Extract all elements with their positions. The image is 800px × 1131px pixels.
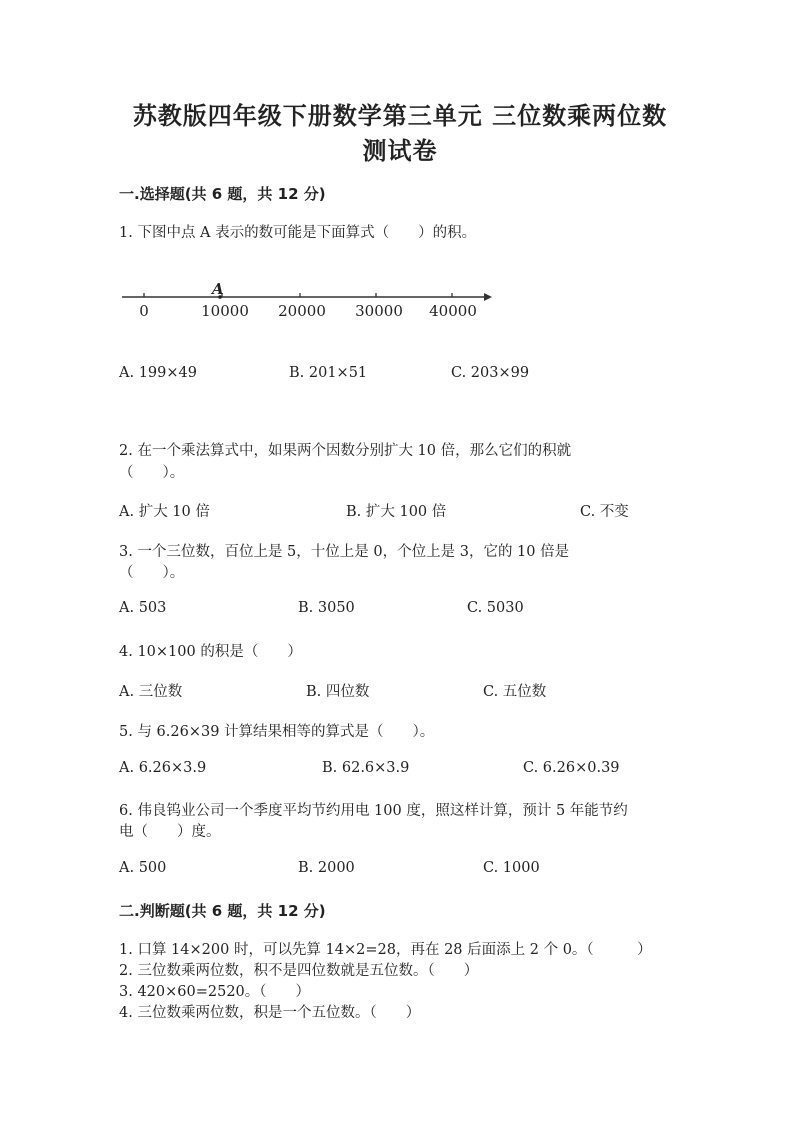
q5-option-c: C. 6.26×0.39 [523,760,620,776]
section-heading-judge: 二.判断题(共 6 题，共 12 分) [119,902,326,920]
question-4-stem: 4. 10×100 的积是（ ） [119,644,302,660]
question-2-stem-cont: （ ）。 [119,465,185,481]
q4-option-c: C. 五位数 [483,684,547,700]
q6-option-a: A. 500 [119,860,167,876]
q3-option-a: A. 503 [119,600,167,616]
judge-item: 3. 420×60=2520。（ ） [119,984,311,1000]
number-line-arrow [484,293,492,301]
question-6-stem: 6. 伟良钨业公司一个季度平均节约用电 100 度，照这样计算，预计 5 年能节约 [119,803,628,819]
question-3-stem-cont: （ ）。 [119,565,185,581]
q6-option-b: B. 2000 [298,860,355,876]
section-heading-choice: 一.选择题(共 6 题，共 12 分) [119,185,326,203]
q5-option-a: A. 6.26×3.9 [119,760,207,776]
q4-option-b: B. 四位数 [306,684,370,700]
question-2-stem: 2. 在一个乘法算式中，如果两个因数分别扩大 10 倍，那么它们的积就 [119,443,572,459]
point-a-label: A [212,280,224,298]
q3-option-c: C. 5030 [467,600,524,616]
q1-option-a: A. 199×49 [119,365,197,381]
judge-item: 2. 三位数乘两位数，积不是四位数就是五位数。（ ） [119,963,479,979]
tick-label: 30000 [355,302,403,320]
number-line-figure [118,272,498,322]
question-5-stem: 5. 与 6.26×39 计算结果相等的算式是（ ）。 [119,724,435,740]
q2-option-b: B. 扩大 100 倍 [346,504,447,520]
question-3-stem: 3. 一个三位数，百位上是 5，十位上是 0，个位上是 3，它的 10 倍是 [119,544,570,560]
q1-option-c: C. 203×99 [451,365,530,381]
tick-label: 10000 [201,302,249,320]
title-line-2: 测试卷 [362,136,438,165]
judge-item: 1. 口算 14×200 时，可以先算 14×2=28，再在 28 后面添上 2 个 0。（ ） [119,942,652,958]
title-line-1: 苏教版四年级下册数学第三单元 三位数乘两位数 [132,101,668,130]
judge-item: 4. 三位数乘两位数，积是一个五位数。（ ） [119,1005,421,1021]
q1-option-b: B. 201×51 [289,365,368,381]
question-6-stem-cont: 电（ ）度。 [119,824,221,840]
q2-option-c: C. 不变 [580,504,629,520]
q4-option-a: A. 三位数 [119,684,183,700]
q6-option-c: C. 1000 [483,860,540,876]
q3-option-b: B. 3050 [298,600,355,616]
question-1-stem: 1. 下图中点 A 表示的数可能是下面算式（ ）的积。 [119,225,477,241]
tick-label: 0 [139,302,149,320]
tick-label: 20000 [278,302,326,320]
q2-option-a: A. 扩大 10 倍 [119,504,210,520]
q5-option-b: B. 62.6×3.9 [322,760,410,776]
tick-label: 40000 [429,302,477,320]
